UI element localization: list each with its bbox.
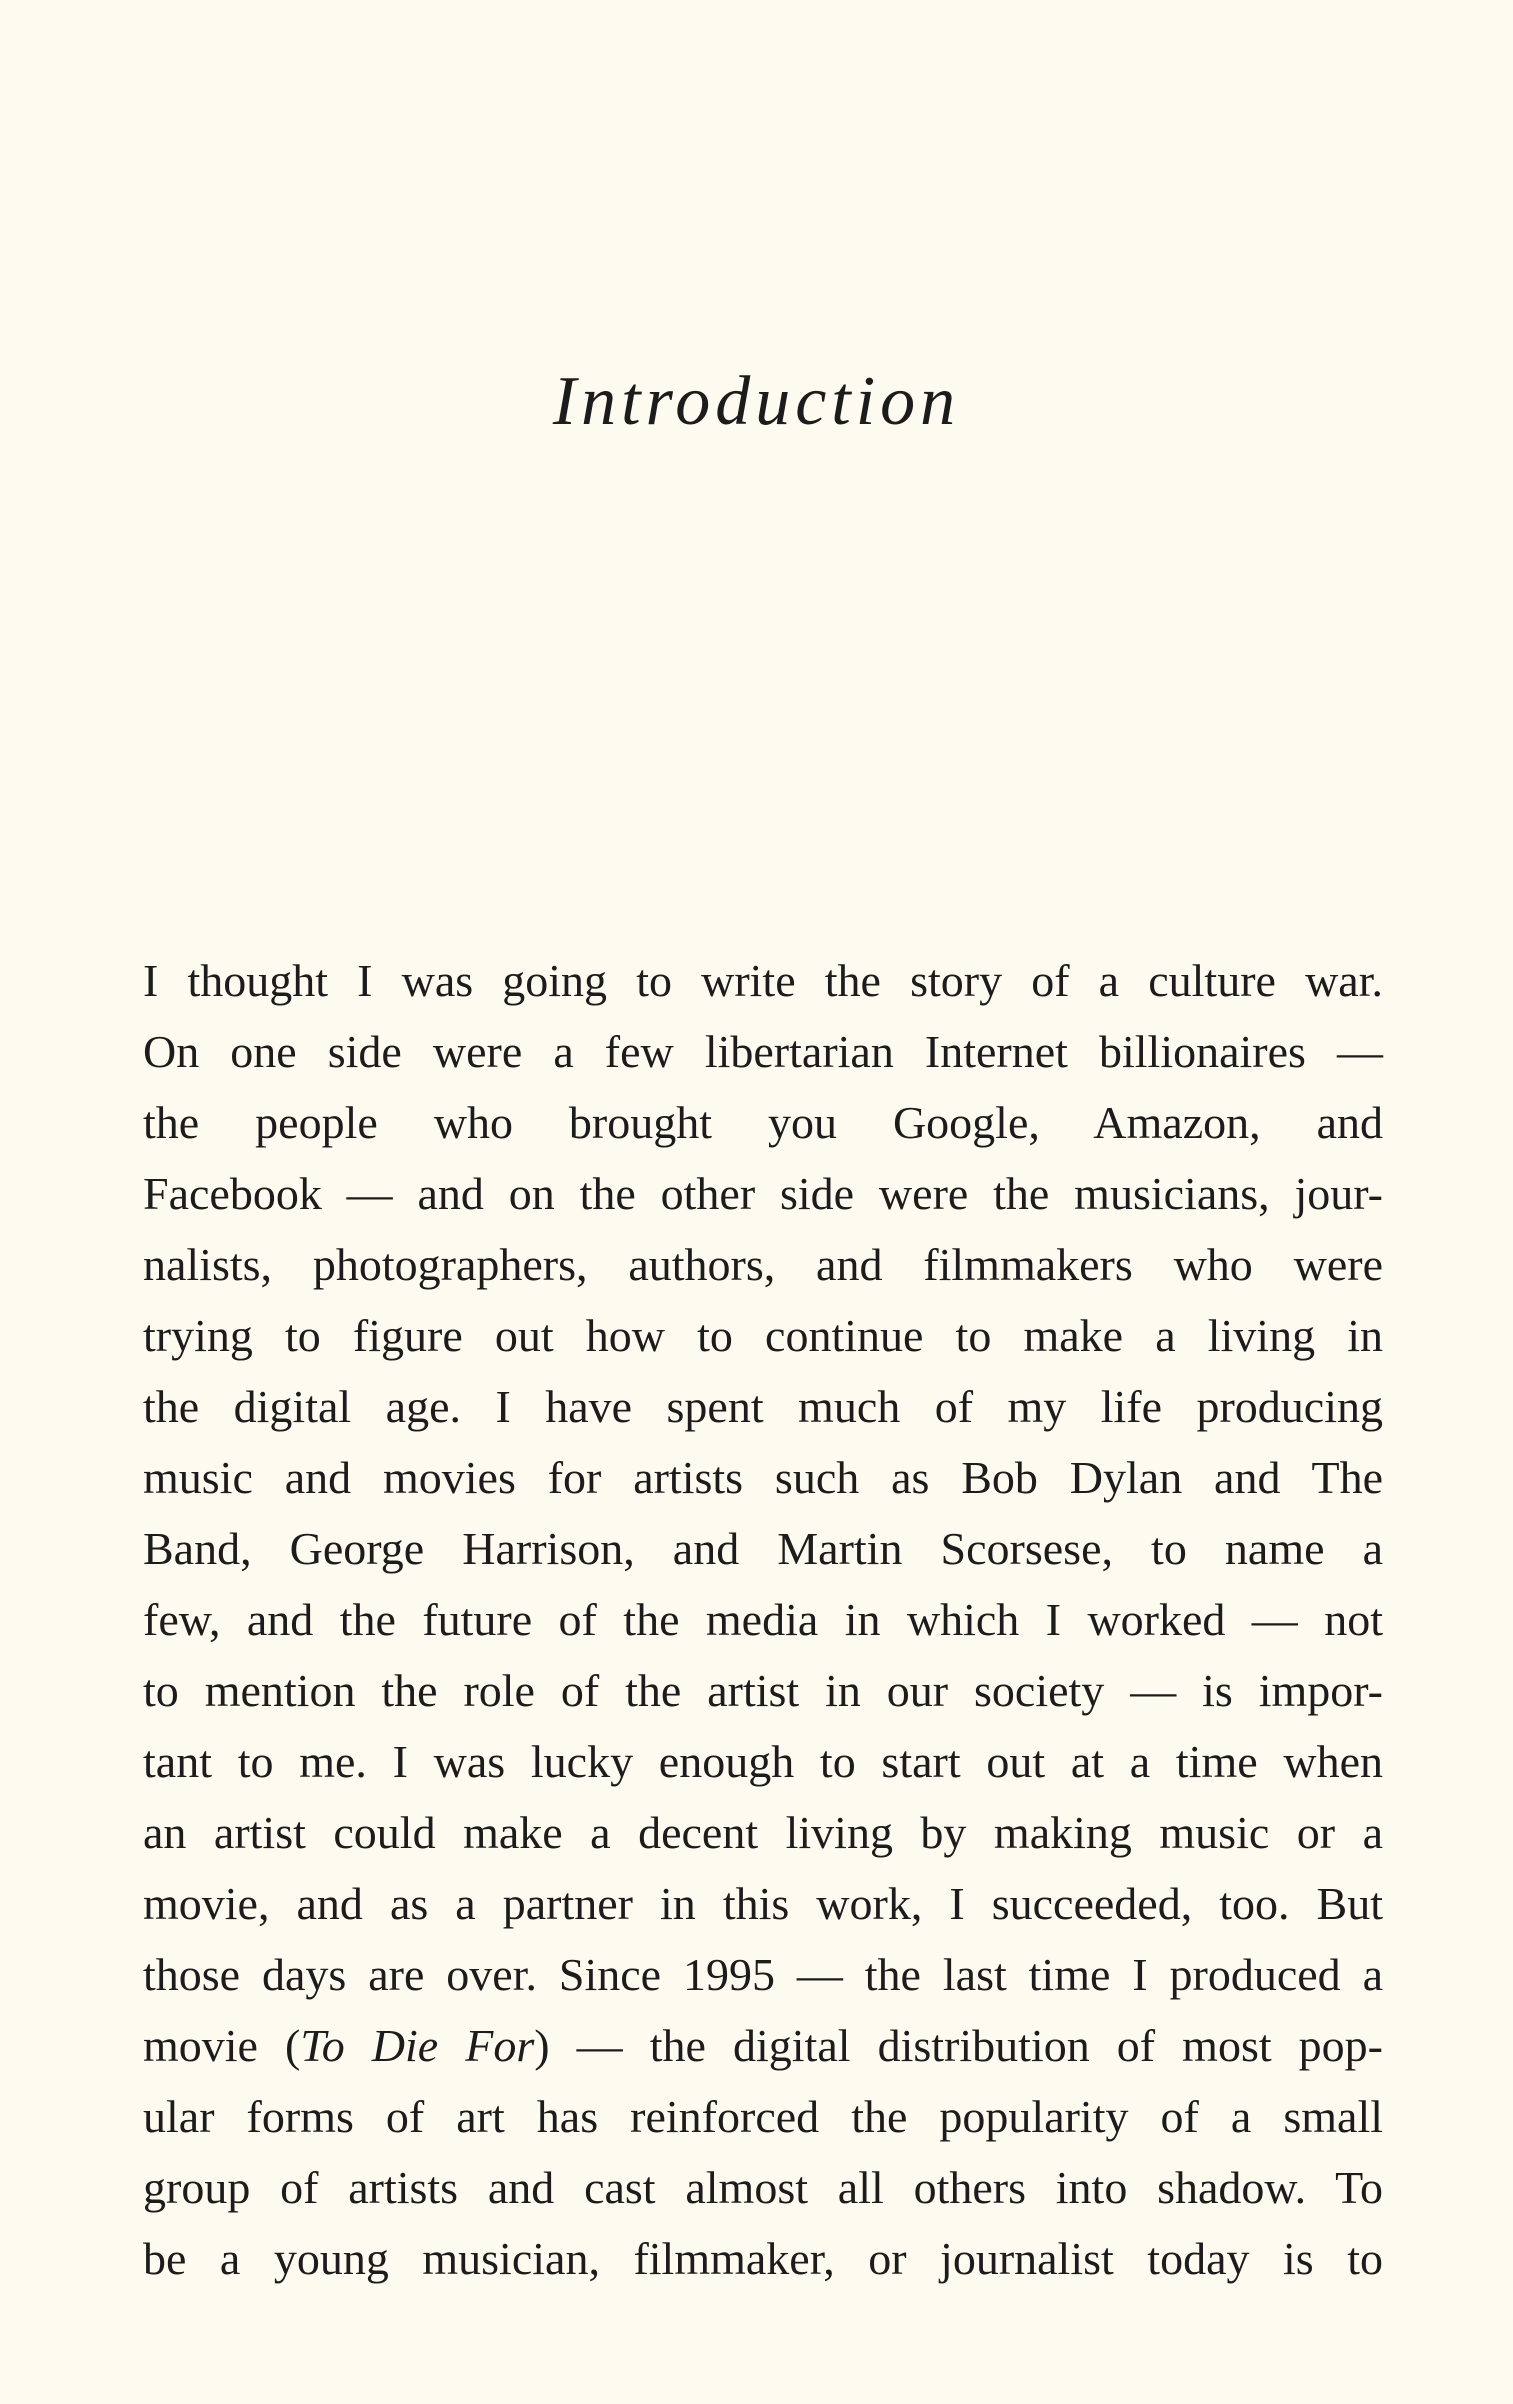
text-line: tant to me. I was lucky enough to start out at a time when — [143, 1736, 1383, 1787]
text-line: I thought I was going to write the story of a culture war. — [143, 955, 1383, 1006]
text-line: nalists, photographers, authors, and filmmakers who were — [143, 1239, 1383, 1290]
text-line: few, and the future of the media in which I worked — not — [143, 1594, 1383, 1645]
text-line: be a young musician, filmmaker, or journalist today is to — [143, 2233, 1383, 2284]
text-line: an artist could make a decent living by making music or a — [143, 1807, 1383, 1858]
text-line: movie, and as a partner in this work, I succeeded, too. But — [143, 1878, 1383, 1929]
text-line: trying to figure out how to continue to make a living in — [143, 1310, 1383, 1361]
text-line: group of artists and cast almost all others into shadow. To — [143, 2162, 1383, 2213]
text-segment: ) — the digital distribution of most pop- — [534, 2020, 1384, 2071]
text-line: those days are over. Since 1995 — the last time I produced a — [143, 1949, 1383, 2000]
text-line: ular forms of art has reinforced the popularity of a small — [143, 2091, 1383, 2142]
text-line: the people who brought you Google, Amazon, and — [143, 1097, 1383, 1148]
text-line: Band, George Harrison, and Martin Scorsese, to name a — [143, 1523, 1383, 1574]
chapter-title: Introduction — [552, 363, 961, 440]
text-line: to mention the role of the artist in our society — is impor- — [143, 1665, 1383, 1716]
body-paragraph — [143, 945, 1383, 2294]
text-line: music and movies for artists such as Bob Dylan and The — [143, 1452, 1383, 1503]
text-line: Facebook — and on the other side were the musicians, jour- — [143, 1168, 1383, 1219]
text-line: the digital age. I have spent much of my life producing — [143, 1381, 1383, 1432]
text-line: On one side were a few libertarian Internet billionaires — — [143, 1026, 1383, 1077]
film-title: To Die For — [300, 2020, 535, 2071]
text-line — [143, 2010, 1383, 2081]
text-segment: movie ( — [143, 2020, 301, 2071]
